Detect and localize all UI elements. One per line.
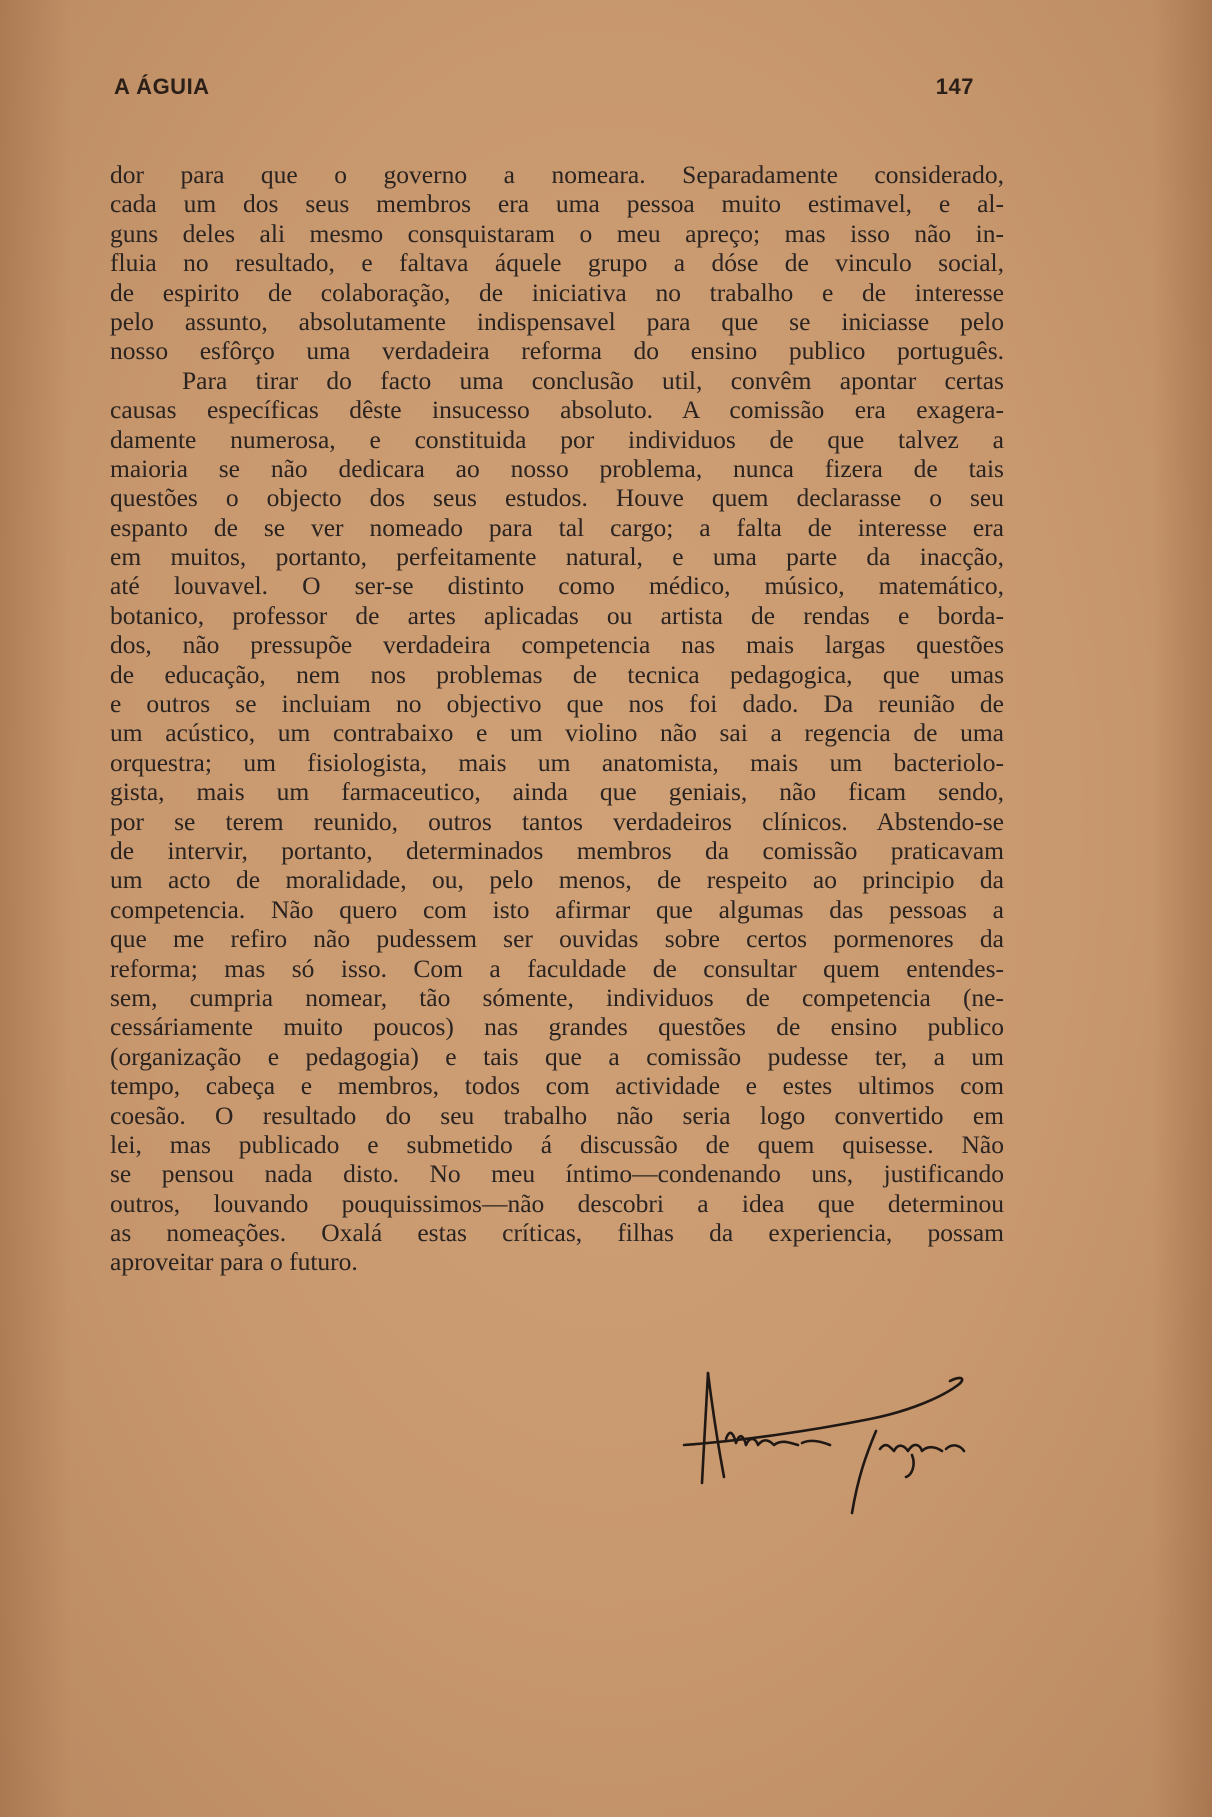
body-text [110, 160, 1004, 1277]
text-line: cada um dos seus membros era uma pessoa muito estimavel, e al- [110, 189, 1004, 219]
text-line: coesão. O resultado do seu trabalho não seria logo convertido em [110, 1100, 1004, 1130]
text-line: maioria se não dedicara ao nosso problema, nunca fizera de tais [110, 453, 1004, 483]
text-line: cessáriamente muito poucos) nas grandes questões de ensino publico [110, 1012, 1004, 1042]
text-line: damente numerosa, e constituida por individuos de que talvez a [110, 424, 1004, 454]
text-line: um acústico, um contrabaixo e um violino não sai a regencia de uma [110, 718, 1004, 748]
handwritten-signature [680, 1365, 1000, 1515]
text-line: fluia no resultado, e faltava áquele grupo a dóse de vinculo social, [110, 248, 1004, 278]
text-line: e outros se incluiam no objectivo que nos foi dado. Da reunião de [110, 689, 1004, 719]
text-line: botanico, professor de artes aplicadas ou artista de rendas e borda- [110, 600, 1004, 630]
text-line: outros, louvando pouquissimos—não descobri a idea que determinou [110, 1188, 1004, 1218]
text-line: que me refiro não pudessem ser ouvidas sobre certos pormenores da [110, 924, 1004, 954]
text-line: as nomeações. Oxalá estas críticas, filhas da experiencia, possam [110, 1218, 1004, 1248]
text-line: aproveitar para o futuro. [110, 1247, 358, 1277]
text-line: (organização e pedagogia) e tais que a comissão pudesse ter, a um [110, 1041, 1004, 1071]
text-line: sem, cumpria nomear, tão sómente, individuos de competencia (ne- [110, 982, 1004, 1012]
text-line: se pensou nada disto. No meu íntimo—condenando uns, justificando [110, 1159, 1004, 1189]
text-line: questões o objecto dos seus estudos. Houve quem declarasse o seu [110, 483, 1004, 513]
text-line: tempo, cabeça e membros, todos com actividade e estes ultimos com [110, 1071, 1004, 1101]
text-line: causas específicas dêste insucesso absoluto. A comissão era exagera- [110, 395, 1004, 425]
text-line: em muitos, portanto, perfeitamente natural, e uma parte da inacção, [110, 542, 1004, 572]
text-line: nosso esfôrço uma verdadeira reforma do ensino publico português. [110, 336, 1004, 366]
text-line: dos, não pressupõe verdadeira competencia nas mais largas questões [110, 630, 1004, 660]
text-line: reforma; mas só isso. Com a faculdade de consultar quem entendes- [110, 953, 1004, 983]
text-line: de intervir, portanto, determinados membros da comissão praticavam [110, 835, 1004, 865]
text-line: um acto de moralidade, ou, pelo menos, de respeito ao principio da [110, 865, 1004, 895]
text-line: competencia. Não quero com isto afirmar que algumas das pessoas a [110, 894, 1004, 924]
text-line: lei, mas publicado e submetido á discussão de quem quisesse. Não [110, 1129, 1004, 1159]
text-line: guns deles ali mesmo consquistaram o meu apreço; mas isso não in- [110, 218, 1004, 248]
page-number: 147 [935, 74, 974, 99]
text-line: pelo assunto, absolutamente indispensavel para que se iniciasse pelo [110, 306, 1004, 336]
running-header [114, 74, 974, 104]
text-line: por se terem reunido, outros tantos verdadeiros clínicos. Abstendo-se [110, 806, 1004, 836]
text-line: espanto de se ver nomeado para tal cargo; a falta de interesse era [110, 512, 1004, 542]
page-edge-shadow-left [0, 0, 70, 1817]
text-line: Para tirar do facto uma conclusão util, convêm apontar certas [182, 365, 1004, 395]
text-line: dor para que o governo a nomeara. Separadamente considerado, [110, 160, 1004, 189]
page-edge-shadow-right [1152, 0, 1212, 1817]
text-line: até louvavel. O ser-se distinto como médico, músico, matemático, [110, 571, 1004, 601]
text-line: de espirito de colaboração, de iniciativa no trabalho e de interesse [110, 277, 1004, 307]
text-line: gista, mais um farmaceutico, ainda que geniais, não ficam sendo, [110, 777, 1004, 807]
text-line: orquestra; um fisiologista, mais um anatomista, mais um bacteriolo- [110, 747, 1004, 777]
journal-title: A ÁGUIA [114, 74, 210, 99]
text-line: de educação, nem nos problemas de tecnica pedagogica, que umas [110, 659, 1004, 689]
